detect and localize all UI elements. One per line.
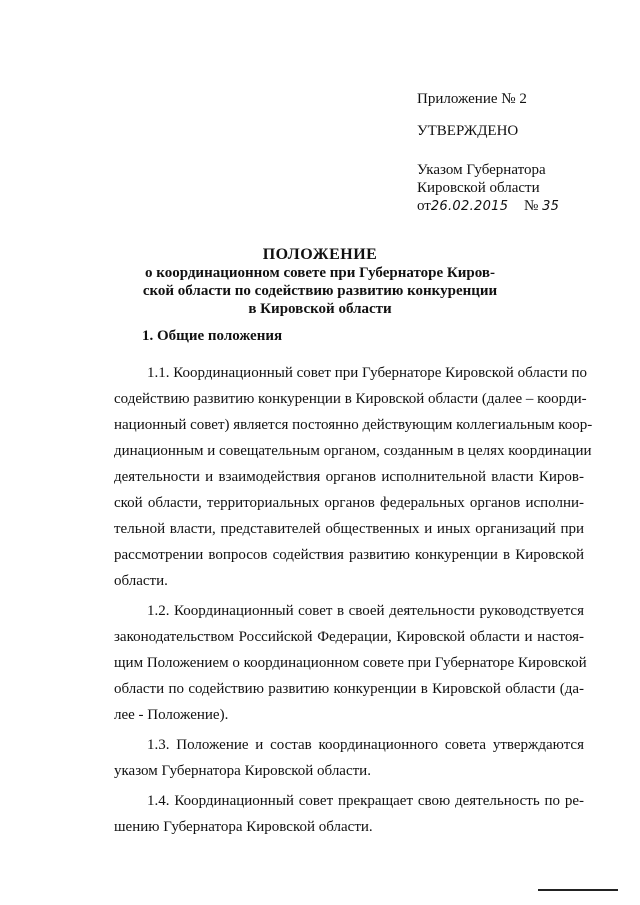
title-line-2: ской области по содействию развитию конкуренции [142, 283, 498, 299]
document-body [114, 360, 593, 840]
text-line: лее - Положение). [114, 707, 229, 723]
paragraph-1-1 [114, 360, 593, 594]
paragraph-1-4 [114, 788, 584, 840]
text-line: динационным и совещательным органом, созданным в целях координации [114, 443, 592, 459]
decree-line-1: Указом Губернатора [417, 162, 546, 178]
section-heading: 1. Общие положения [142, 328, 283, 344]
text-line: 1.2. Координационный совет в своей деятельности руководствуется [147, 603, 584, 619]
text-line: области по содействию развитию конкуренции в Кировской области (да- [114, 681, 584, 697]
number-label: № [524, 198, 539, 214]
handwritten-number: 35 [542, 199, 560, 214]
text-line: национный совет) является постоянно действующим коллегиальным коор- [114, 417, 593, 433]
paragraph-1-3 [114, 732, 584, 784]
text-line: законодательством Российской Федерации, Кировской области и настоя- [114, 629, 584, 645]
text-line: рассмотрении вопросов содействия развитию конкуренции в Кировской [114, 547, 584, 563]
text-line: ской области, территориальных органов федеральных органов исполни- [114, 495, 584, 511]
text-line: деятельности и взаимодействия органов исполнительной власти Киров- [114, 469, 584, 485]
approved-label: УТВЕРЖДЕНО [417, 123, 519, 139]
date-prefix: от [417, 198, 431, 214]
decree-line-2: Кировской области [417, 180, 540, 196]
approval-block [417, 90, 617, 216]
text-line: шению Губернатора Кировской области. [114, 819, 373, 835]
title-line-3: в Кировской области [248, 301, 392, 317]
title-heading: ПОЛОЖЕНИЕ [262, 246, 378, 263]
text-line: указом Губернатора Кировской области. [114, 763, 371, 779]
text-line: щим Положением о координационном совете при Губернаторе Кировской [114, 655, 587, 671]
text-line: 1.1. Координационный совет при Губернаторе Кировской области по [147, 365, 588, 381]
paragraph-1-2 [114, 598, 587, 728]
handwritten-date: 26.02.2015 [430, 199, 509, 214]
text-line: тельной власти, представителей общественных и иных организаций при [114, 521, 584, 537]
text-line: содействию развитию конкуренции в Кировской области (далее – коорди- [114, 391, 587, 407]
title-line-1: о координационном совете при Губернаторе Киров- [145, 265, 495, 281]
text-line: 1.3. Положение и состав координационного совета утверждаются [147, 737, 584, 753]
footer-rule [538, 889, 618, 891]
document-title [140, 246, 500, 318]
text-line: 1.4. Координационный совет прекращает свою деятельность по ре- [147, 793, 584, 809]
appendix-label: Приложение № 2 [417, 91, 527, 107]
decree-date-line [417, 197, 617, 216]
text-line: области. [114, 573, 168, 589]
